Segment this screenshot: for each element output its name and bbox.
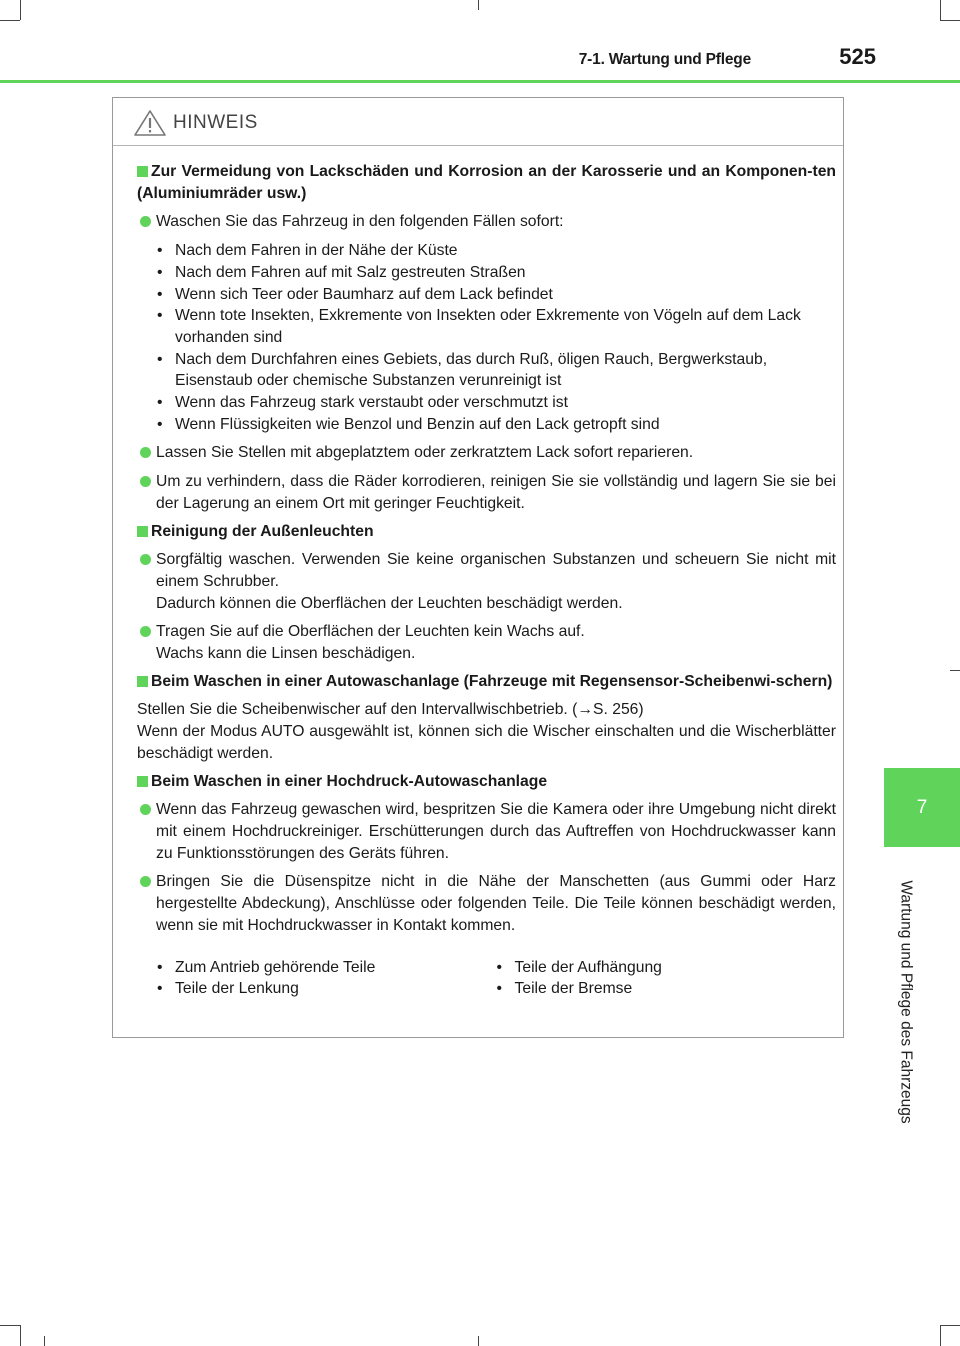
crop-mark	[950, 670, 960, 671]
circle-bullet-icon	[140, 554, 151, 565]
section-title: 7-1. Wartung und Pflege	[578, 51, 751, 68]
circle-bullet-icon	[140, 876, 151, 887]
section-heading: Beim Waschen in einer Hochdruck-Autowaschanlage	[137, 771, 836, 793]
notice-content	[137, 155, 836, 1000]
dot-bullet-item: Bringen Sie die Düsenspitze nicht in die Nähe der Manschetten (aus Gummi oder Harz hergestellte Abdeckung), Anschlüsse oder folgenden Teile. Die Teile können beschädigt werden, wenn sie mit Hochdruckwasser in Kontakt kommen.	[137, 871, 836, 936]
dot-bullet-item: Lassen Sie Stellen mit abgeplatztem oder zerkratztem Lack sofort reparieren.	[137, 442, 836, 464]
list-item: • Teile der Aufhängung	[496, 958, 662, 976]
crop-mark	[478, 0, 479, 10]
dot-bullet-item: Wenn das Fahrzeug gewaschen wird, bespritzen Sie die Kamera oder ihre Umgebung nicht direkt mit einem Hochdruckreiniger. Erschütterungen durch das Auftreffen von Hochdruckwasser kann zu Funktionsstörungen des Geräts führen.	[137, 799, 836, 864]
sub-list	[137, 240, 836, 435]
chapter-number: 7	[916, 796, 928, 818]
crop-mark	[44, 1336, 45, 1346]
parts-column-right	[497, 957, 837, 1000]
square-bullet-icon	[137, 676, 148, 687]
notice-header	[133, 108, 258, 138]
list-item: • Nach dem Fahren auf mit Salz gestreuten Straßen	[157, 263, 526, 281]
dot-bullet-item: Waschen Sie das Fahrzeug in den folgenden Fällen sofort:	[137, 211, 836, 233]
list-item: • Wenn Flüssigkeiten wie Benzol und Benzin auf den Lack getropft sind	[157, 415, 660, 433]
chapter-title-vertical	[858, 862, 954, 1142]
crop-mark	[940, 1325, 960, 1326]
list-item: • Teile der Bremse	[496, 980, 633, 998]
parts-list	[137, 957, 836, 1000]
square-bullet-icon	[137, 166, 148, 177]
circle-bullet-icon	[140, 216, 151, 227]
section-heading: Zur Vermeidung von Lackschäden und Korrosion an der Karosserie und an Komponen-ten (Aluminiumräder usw.)	[137, 163, 836, 202]
list-item: • Wenn das Fahrzeug stark verstaubt oder verschmutzt ist	[157, 394, 568, 412]
crop-mark	[940, 0, 941, 20]
square-bullet-icon	[137, 776, 148, 787]
list-item: • Wenn sich Teer oder Baumharz auf dem Lack befindet	[157, 285, 553, 303]
chapter-title: Wartung und Pflege des Fahrzeugs	[898, 880, 916, 1124]
notice-title: HINWEIS	[173, 112, 258, 133]
parts-column-left	[157, 957, 497, 1000]
crop-mark	[20, 1325, 21, 1346]
circle-bullet-icon	[140, 804, 151, 815]
list-item: • Teile der Lenkung	[157, 980, 299, 998]
crop-mark	[478, 1336, 479, 1346]
crop-mark	[940, 20, 960, 21]
chapter-tab	[884, 768, 960, 847]
list-item: • Nach dem Durchfahren eines Gebiets, das durch Ruß, öligen Rauch, Bergwerkstaub, Eisenstaub oder chemische Substanzen verunreinigt ist	[157, 350, 768, 390]
warning-triangle-icon	[133, 109, 167, 137]
circle-bullet-icon	[140, 476, 151, 487]
square-bullet-icon	[137, 526, 148, 537]
section-heading: Beim Waschen in einer Autowaschanlage (Fahrzeuge mit Regensensor-Scheibenwi-schern)	[137, 671, 836, 693]
circle-bullet-icon	[140, 447, 151, 458]
paragraph: Stellen Sie die Scheibenwischer auf den Intervallwischbetrieb. (→S. 256) Wenn der Modus AUTO ausgewählt ist, können sich die Wischer einschalten und die Wischerblätter beschädigt werden.	[137, 701, 836, 762]
list-item: • Nach dem Fahren in der Nähe der Küste	[157, 242, 458, 260]
header-rule	[0, 80, 960, 83]
list-item: • Wenn tote Insekten, Exkremente von Insekten oder Exkremente von Vögeln auf dem Lack vorhanden sind	[157, 307, 801, 346]
section-heading: Reinigung der Außenleuchten	[137, 521, 836, 543]
dot-bullet-item: Um zu verhindern, dass die Räder korrodieren, reinigen Sie sie vollständig und lagern Sie sie bei der Lagerung an einem Ort mit geringer Feuchtigkeit.	[137, 471, 836, 514]
circle-bullet-icon	[140, 626, 151, 637]
list-item: • Zum Antrieb gehörende Teile	[157, 958, 376, 976]
crop-mark	[940, 1325, 941, 1346]
crop-mark	[20, 0, 21, 20]
dot-bullet-item: Tragen Sie auf die Oberflächen der Leuchten kein Wachs auf. Wachs kann die Linsen beschädigen.	[137, 621, 836, 664]
crop-mark	[0, 1325, 20, 1326]
page-number: 525	[839, 44, 876, 69]
notice-divider	[113, 145, 843, 146]
dot-bullet-item: Sorgfältig waschen. Verwenden Sie keine organischen Substanzen und scheuern Sie nicht mit einem Schrubber. Dadurch können die Oberflächen der Leuchten beschädigt werden.	[137, 549, 836, 614]
crop-mark	[0, 20, 20, 21]
notice-box	[112, 97, 844, 1038]
